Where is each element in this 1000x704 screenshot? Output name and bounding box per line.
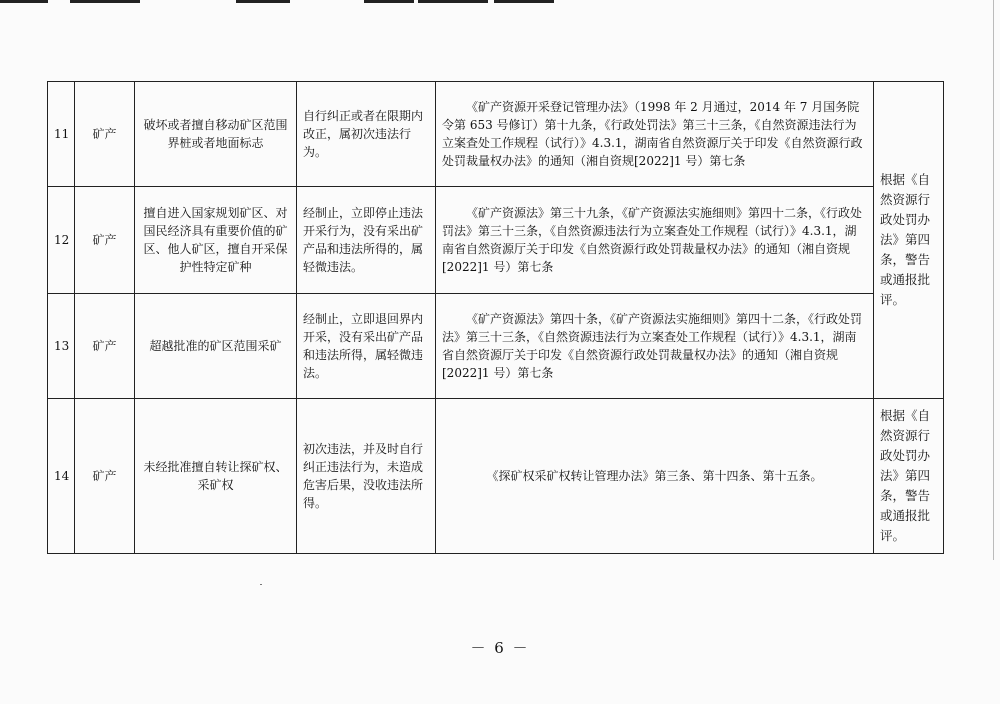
row-number: 12 (48, 187, 75, 294)
table-row (48, 294, 944, 399)
exemption-condition: 自行纠正或者在限期内改正，属初次违法行为。 (297, 82, 436, 187)
table-row (48, 82, 944, 187)
legal-basis: 《探矿权采矿权转让管理办法》第三条、第十四条、第十五条。 (436, 399, 874, 554)
row-number: 11 (48, 82, 75, 187)
scan-speck (260, 584, 262, 585)
row-category: 矿产 (75, 187, 135, 294)
top-edge-marks (0, 0, 1000, 4)
row-number: 13 (48, 294, 75, 399)
violation-act: 擅自进入国家规划矿区、对国民经济具有重要价值的矿区、他人矿区，擅自开采保护性特定矿种 (135, 187, 297, 294)
scan-edge-line (993, 0, 994, 560)
exemption-condition: 初次违法，并及时自行纠正违法行为，未造成危害后果，没收违法所得。 (297, 399, 436, 554)
exemption-condition: 经制止，立即停止违法开采行为，没有采出矿产品和违法所得的，属轻微违法。 (297, 187, 436, 294)
exemption-condition: 经制止，立即退回界内开采，没有采出矿产品和违法所得，属轻微违法。 (297, 294, 436, 399)
violation-act: 未经批准擅自转让探矿权、采矿权 (135, 399, 297, 554)
penalty-basis: 根据《自然资源行政处罚办法》第四条，警告或通报批评。 (874, 82, 944, 399)
legal-basis: 《矿产资源开采登记管理办法》（1998 年 2 月通过，2014 年 7 月国务院令第 653 号修订）第十九条，《行政处罚法》第三十三条，《自然资源违法行为立案查处工作规程（试行）》4.3.1，湖南省自然资源厅关于印发《自然资源行政处罚裁量权办法》的通知（湘自资规[2022]1 号）第七条 (436, 82, 874, 187)
page-number: － 6 － (470, 639, 530, 657)
row-category: 矿产 (75, 399, 135, 554)
row-number: 14 (48, 399, 75, 554)
row-category: 矿产 (75, 82, 135, 187)
row-category: 矿产 (75, 294, 135, 399)
exemption-table (47, 81, 944, 554)
violation-act: 破坏或者擅自移动矿区范围界桩或者地面标志 (135, 82, 297, 187)
legal-basis: 《矿产资源法》第三十九条，《矿产资源法实施细则》第四十二条，《行政处罚法》第三十三条，《自然资源违法行为立案查处工作规程（试行）》4.3.1，湖南省自然资源厅关于印发《自然资源行政处罚裁量权办法》的通知（湘自资规[2022]1 号）第七条 (436, 187, 874, 294)
legal-basis: 《矿产资源法》第四十条，《矿产资源法实施细则》第四十二条，《行政处罚法》第三十三条，《自然资源违法行为立案查处工作规程（试行）》4.3.1，湖南省自然资源厅关于印发《自然资源行政处罚裁量权办法》的通知（湘自资规[2022]1 号）第七条 (436, 294, 874, 399)
violation-act: 超越批准的矿区范围采矿 (135, 294, 297, 399)
table-row (48, 187, 944, 294)
penalty-basis: 根据《自然资源行政处罚办法》第四条，警告或通报批评。 (874, 399, 944, 554)
table-row (48, 399, 944, 554)
